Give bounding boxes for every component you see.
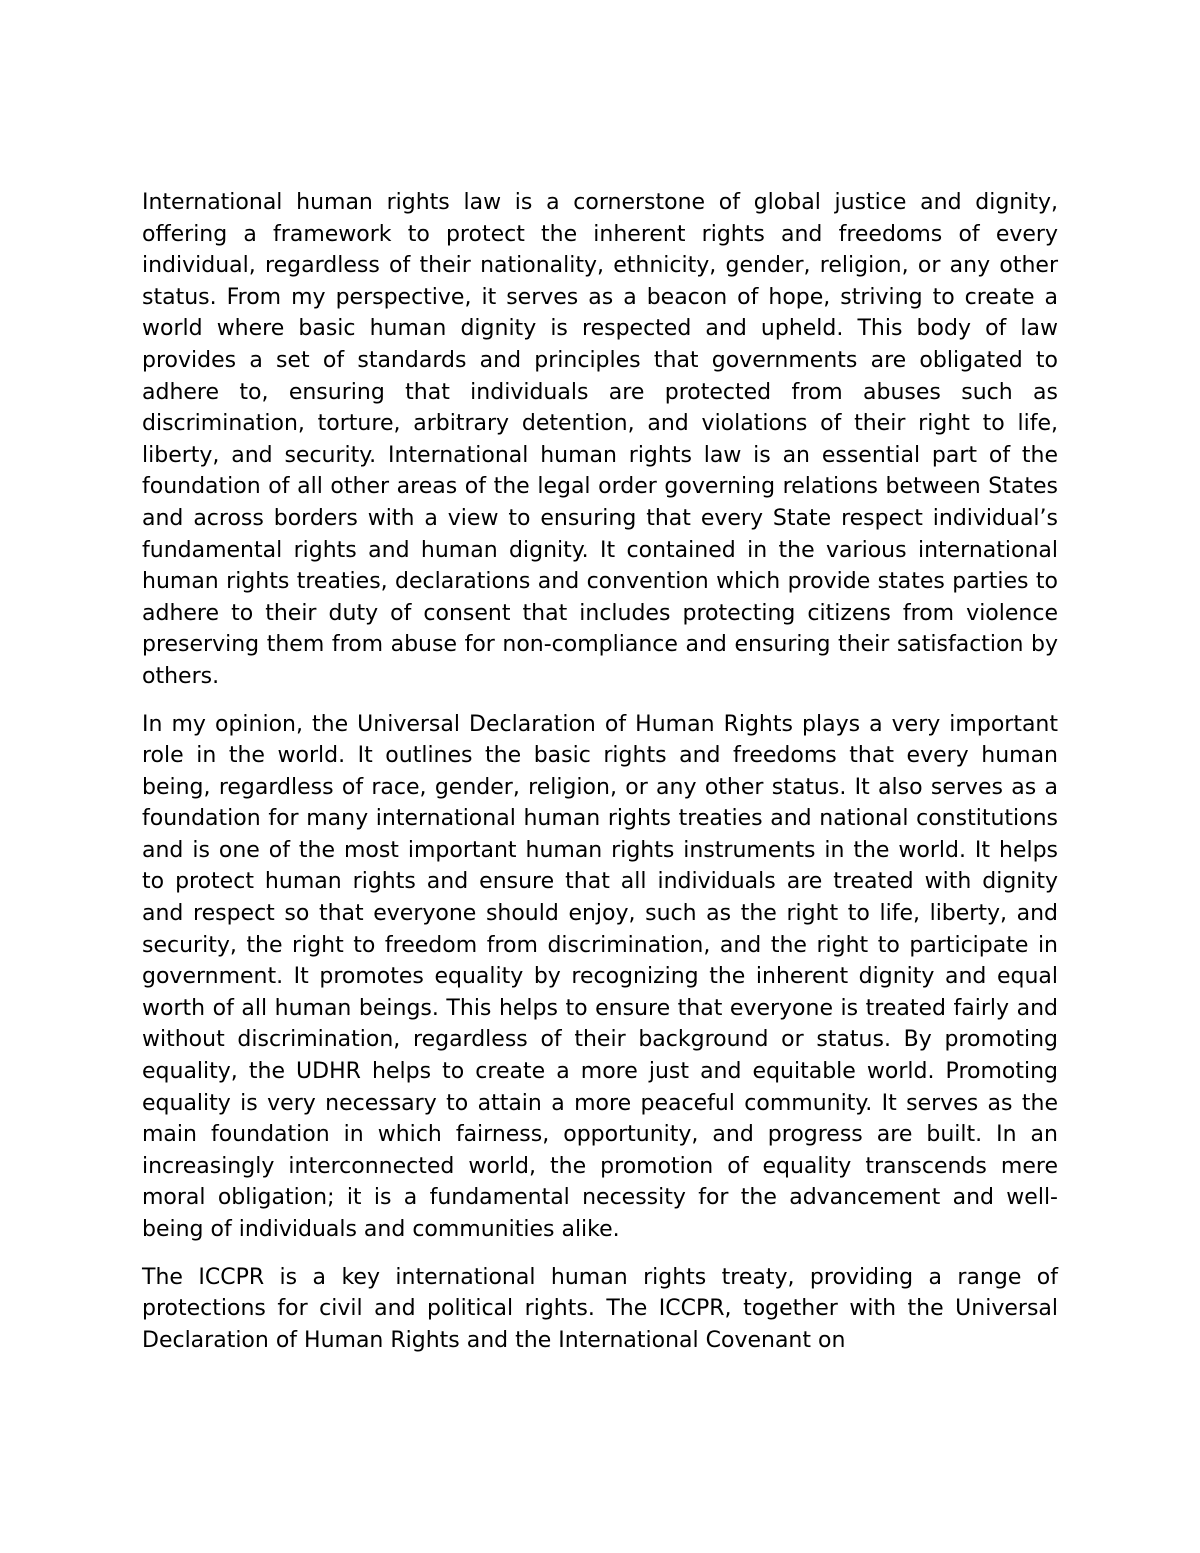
paragraph-universal-declaration: In my opinion, the Universal Declaration of Human Rights plays a very important role in the world. It outlines the basic rights and freedoms that every human being, regardless of race, gender, religion, or any other status. It also serves as a foundation for many international human rights treaties and national constitutions and is one of the most important human rights instruments in the world. It helps to protect human rights and ensure that all individuals are treated with dignity and respect so that everyone should enjoy, such as the right to life, liberty, and security, the right to freedom from discrimination, and the right to participate in government. It promotes equality by recognizing the inherent dignity and equal worth of all human beings. This helps to ensure that everyone is treated fairly and without discrimination, regardless of their background or status. By promoting equality, the UDHR helps to create a more just and equitable world. Promoting equality is very necessary to attain a more peaceful community. It serves as the main foundation in which fairness, opportunity, and progress are built. In an increasingly interconnected world, the promotion of equality transcends mere moral obligation; it is a fundamental necessity for the advancement and well-being of individuals and communities alike.: [142, 711, 1058, 1242]
paragraph-iccpr: The ICCPR is a key international human rights treaty, providing a range of protections for civil and political rights. The ICCPR, together with the Universal Declaration of Human Rights and the International Covenant on: [142, 1264, 1058, 1353]
document-body: [142, 187, 1058, 1372]
paragraph-international-human-rights-law: International human rights law is a cornerstone of global justice and dignity, offering a framework to protect the inherent rights and freedoms of every individual, regardless of their nationality, ethnicity, gender, religion, or any other status. From my perspective, it serves as a beacon of hope, striving to create a world where basic human dignity is respected and upheld. This body of law provides a set of standards and principles that governments are obligated to adhere to, ensuring that individuals are protected from abuses such as discrimination, torture, arbitrary detention, and violations of their right to life, liberty, and security. International human rights law is an essential part of the foundation of all other areas of the legal order governing relations between States and across borders with a view to ensuring that every State respect individual’s fundamental rights and human dignity. It contained in the various international human rights treaties, declarations and convention which provide states parties to adhere to their duty of consent that includes protecting citizens from violence preserving them from abuse for non-compliance and ensuring their satisfaction by others.: [142, 190, 1058, 689]
